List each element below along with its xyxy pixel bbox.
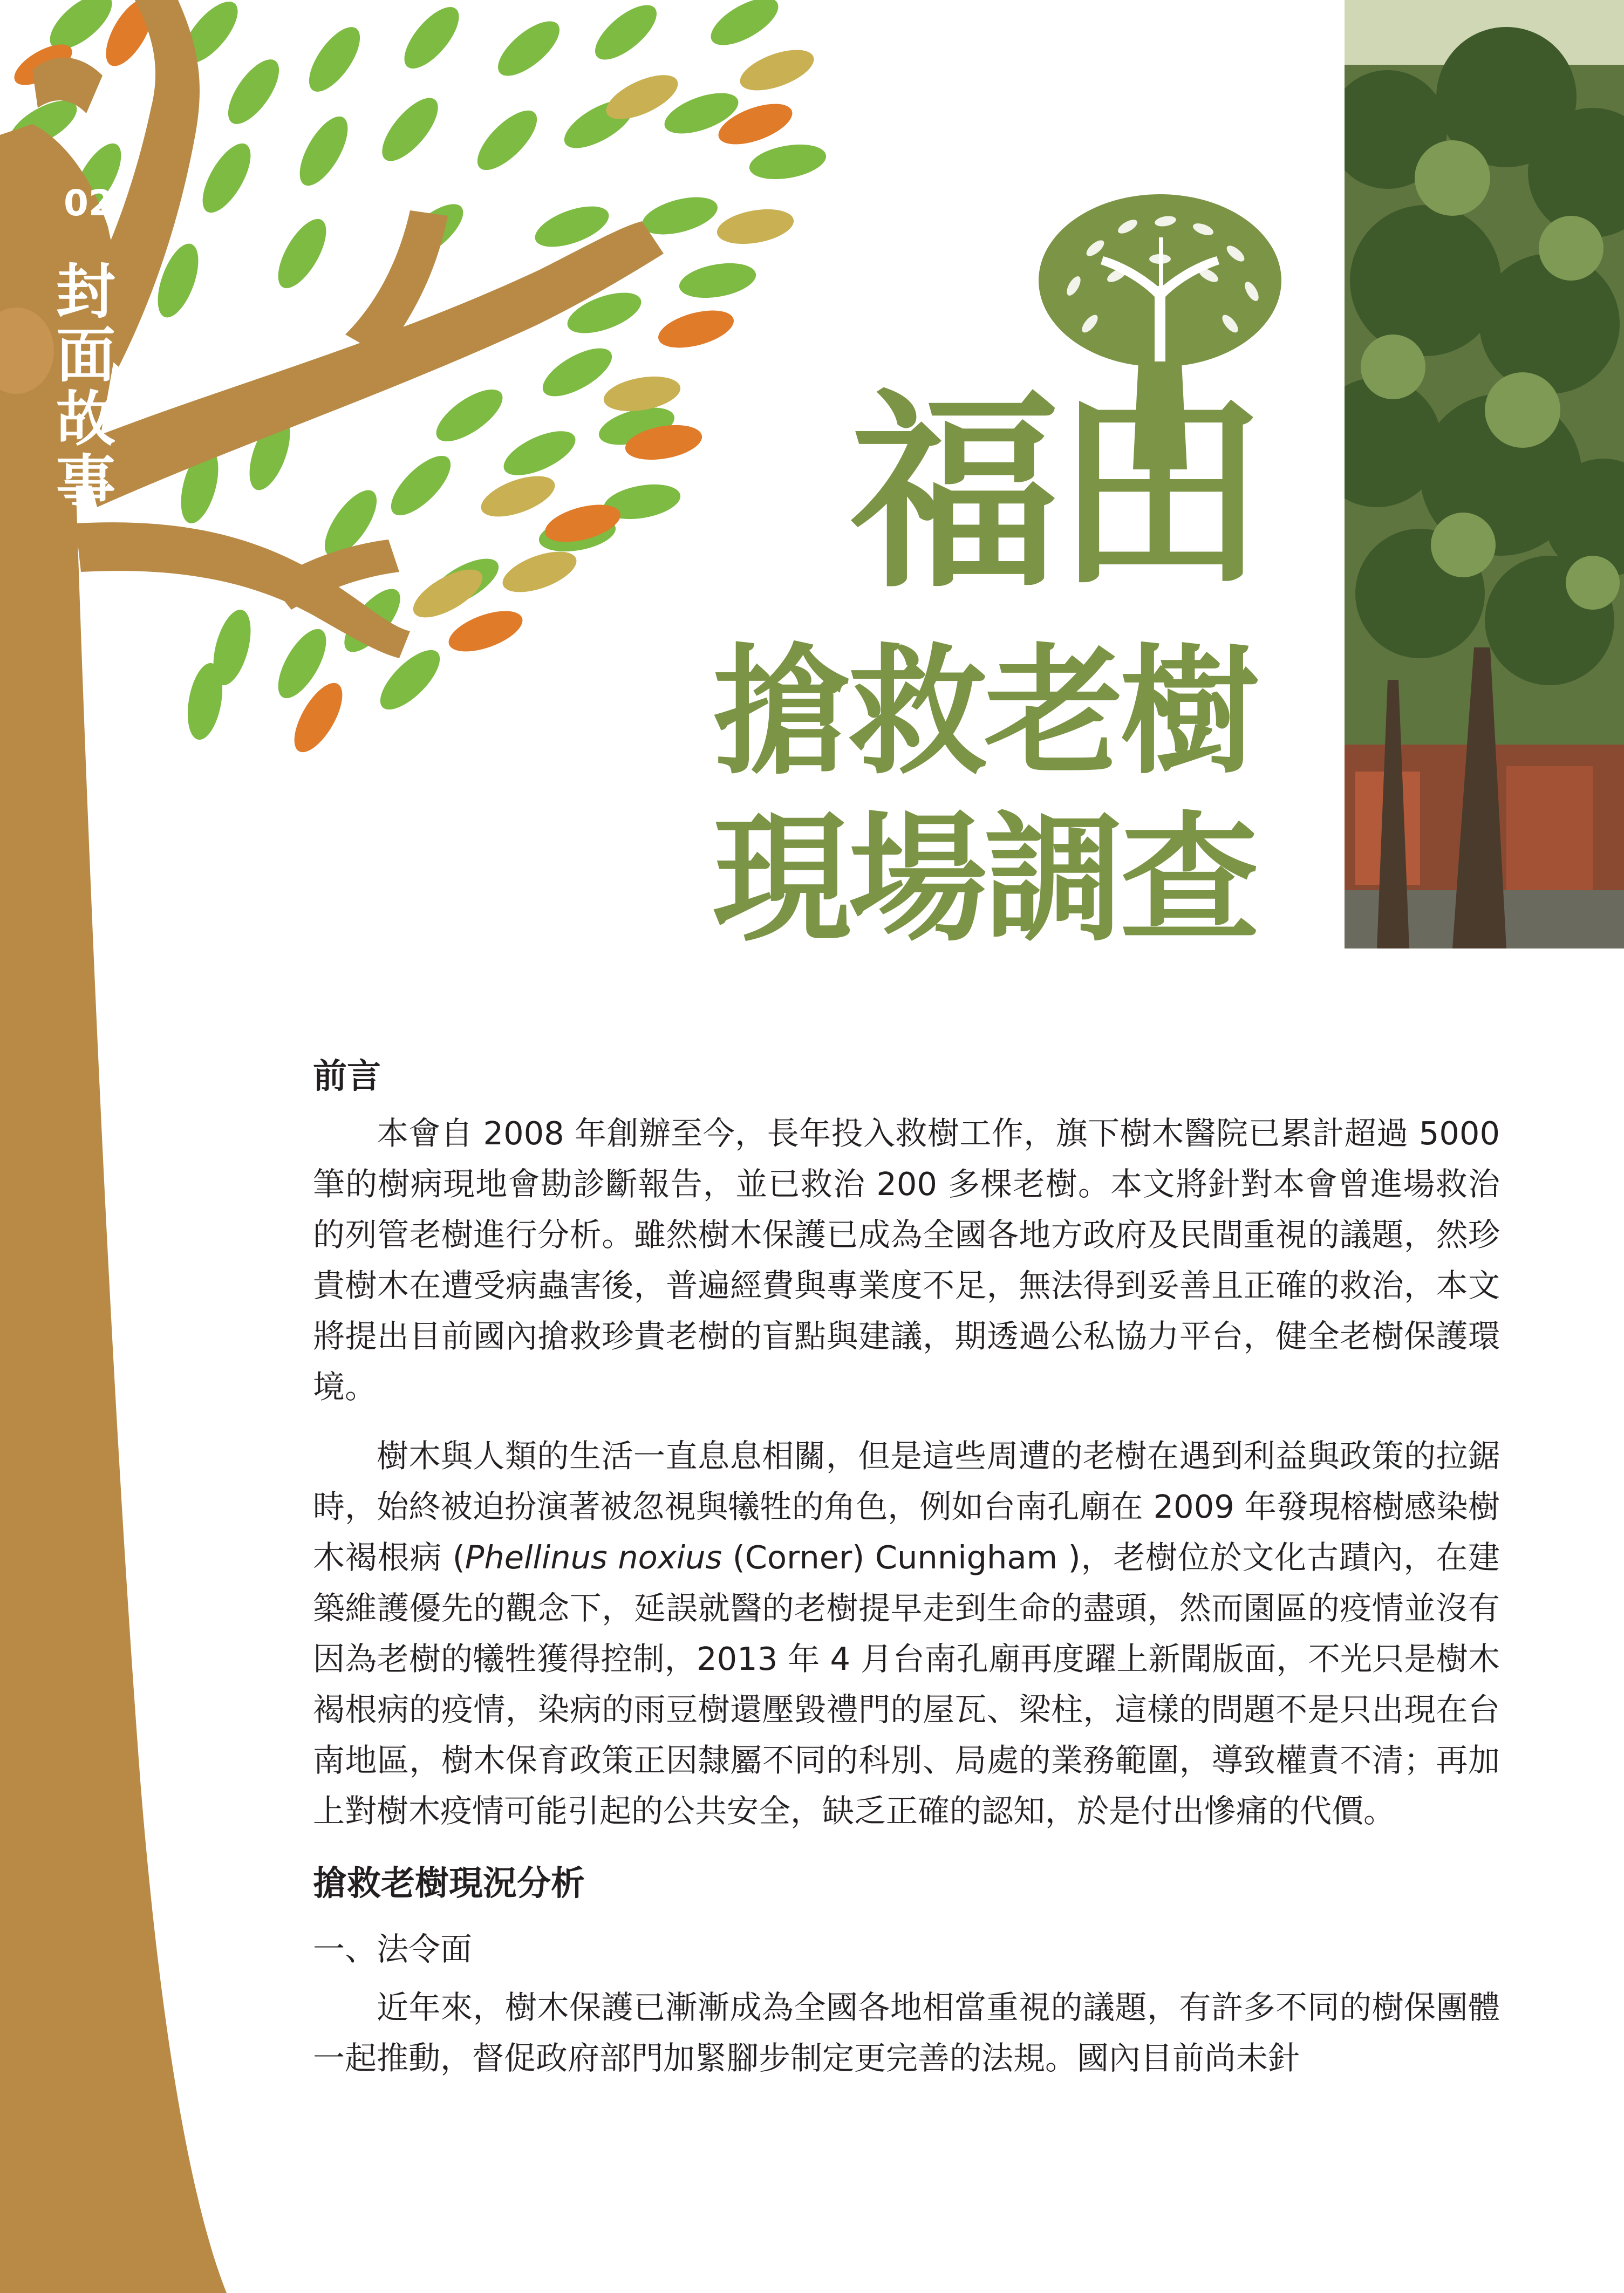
subheading-legal: 一、法令面 [313, 1930, 473, 1968]
section-label-text: 封面故事 [56, 257, 115, 517]
banyan-tree-photo [1345, 0, 1624, 948]
paragraph-2-part-b: (Corner) Cunnigham )，老樹位於文化古蹟內，在建築維護優先的觀念下，延誤就醫的老樹提早走到生命的盡頭，然而園區的疫情並沒有因為老樹的犧牲獲得控制，2013 年 4 月台南孔廟再度躍上新聞版面，不光只是樹木褐根病的疫情，染病的雨豆樹還壓毀禮門的屋瓦、梁柱，這樣的問題不是只出現在台南地區，樹木保育政策正因隸屬不同的科別、局處的業務範圍，導致權責不清；再加上對樹木疫情可能引起的公共安全，缺乏正確的認知，於是付出慘痛的代價。 [313, 1539, 1500, 1830]
paragraph-2-part-a: 樹木與人類的生活一直息息相關，但是這些周遭的老樹在遇到利益與政策的拉鋸時，始終被迫扮演著被忽視與犧牲的角色，例如台南孔廟在 2009 年發現榕樹感染樹木褐根病 ( [313, 1437, 1500, 1576]
title-line-1: 搶救老樹 [712, 631, 1256, 793]
paragraph-1: 本會自 2008 年創辦至今，長年投入救樹工作，旗下樹木醫院已累計超過 5000 筆的樹病現地會勘診斷報告，並已救治 200 多棵老樹。本文將針對本會曾進場救治的列管老樹進行分析。雖然樹木保護已成為全國各地方政府及民間重視的議題，然珍貴樹木在遭受病蟲害後，普遍經費與專業度不足，無法得到妥善且正確的救治，本文將提出目前國內搶救珍貴老樹的盲點與建議，期透過公私協力平台，健全老樹保護環境。 [313, 1115, 1500, 1405]
section-label [56, 257, 121, 517]
article-body [313, 1051, 1500, 2084]
paragraph-3: 近年來，樹木保護已漸漸成為全國各地相當重視的議題，有許多不同的樹保團體一起推動，督促政府部門加緊腳步制定更完善的法規。國內目前尚未針 [313, 1989, 1500, 2077]
title-main: 福田 [850, 371, 1260, 616]
heading-analysis: 搶救老樹現況分析 [313, 1864, 585, 1903]
heading-intro: 前言 [313, 1056, 381, 1096]
species-name: Phellinus noxius [465, 1539, 722, 1576]
section-number: 02 [64, 182, 113, 224]
leaves [2, 0, 829, 759]
paragraph-2 [313, 1431, 1500, 1837]
title-line-2: 現場調查 [712, 799, 1256, 960]
